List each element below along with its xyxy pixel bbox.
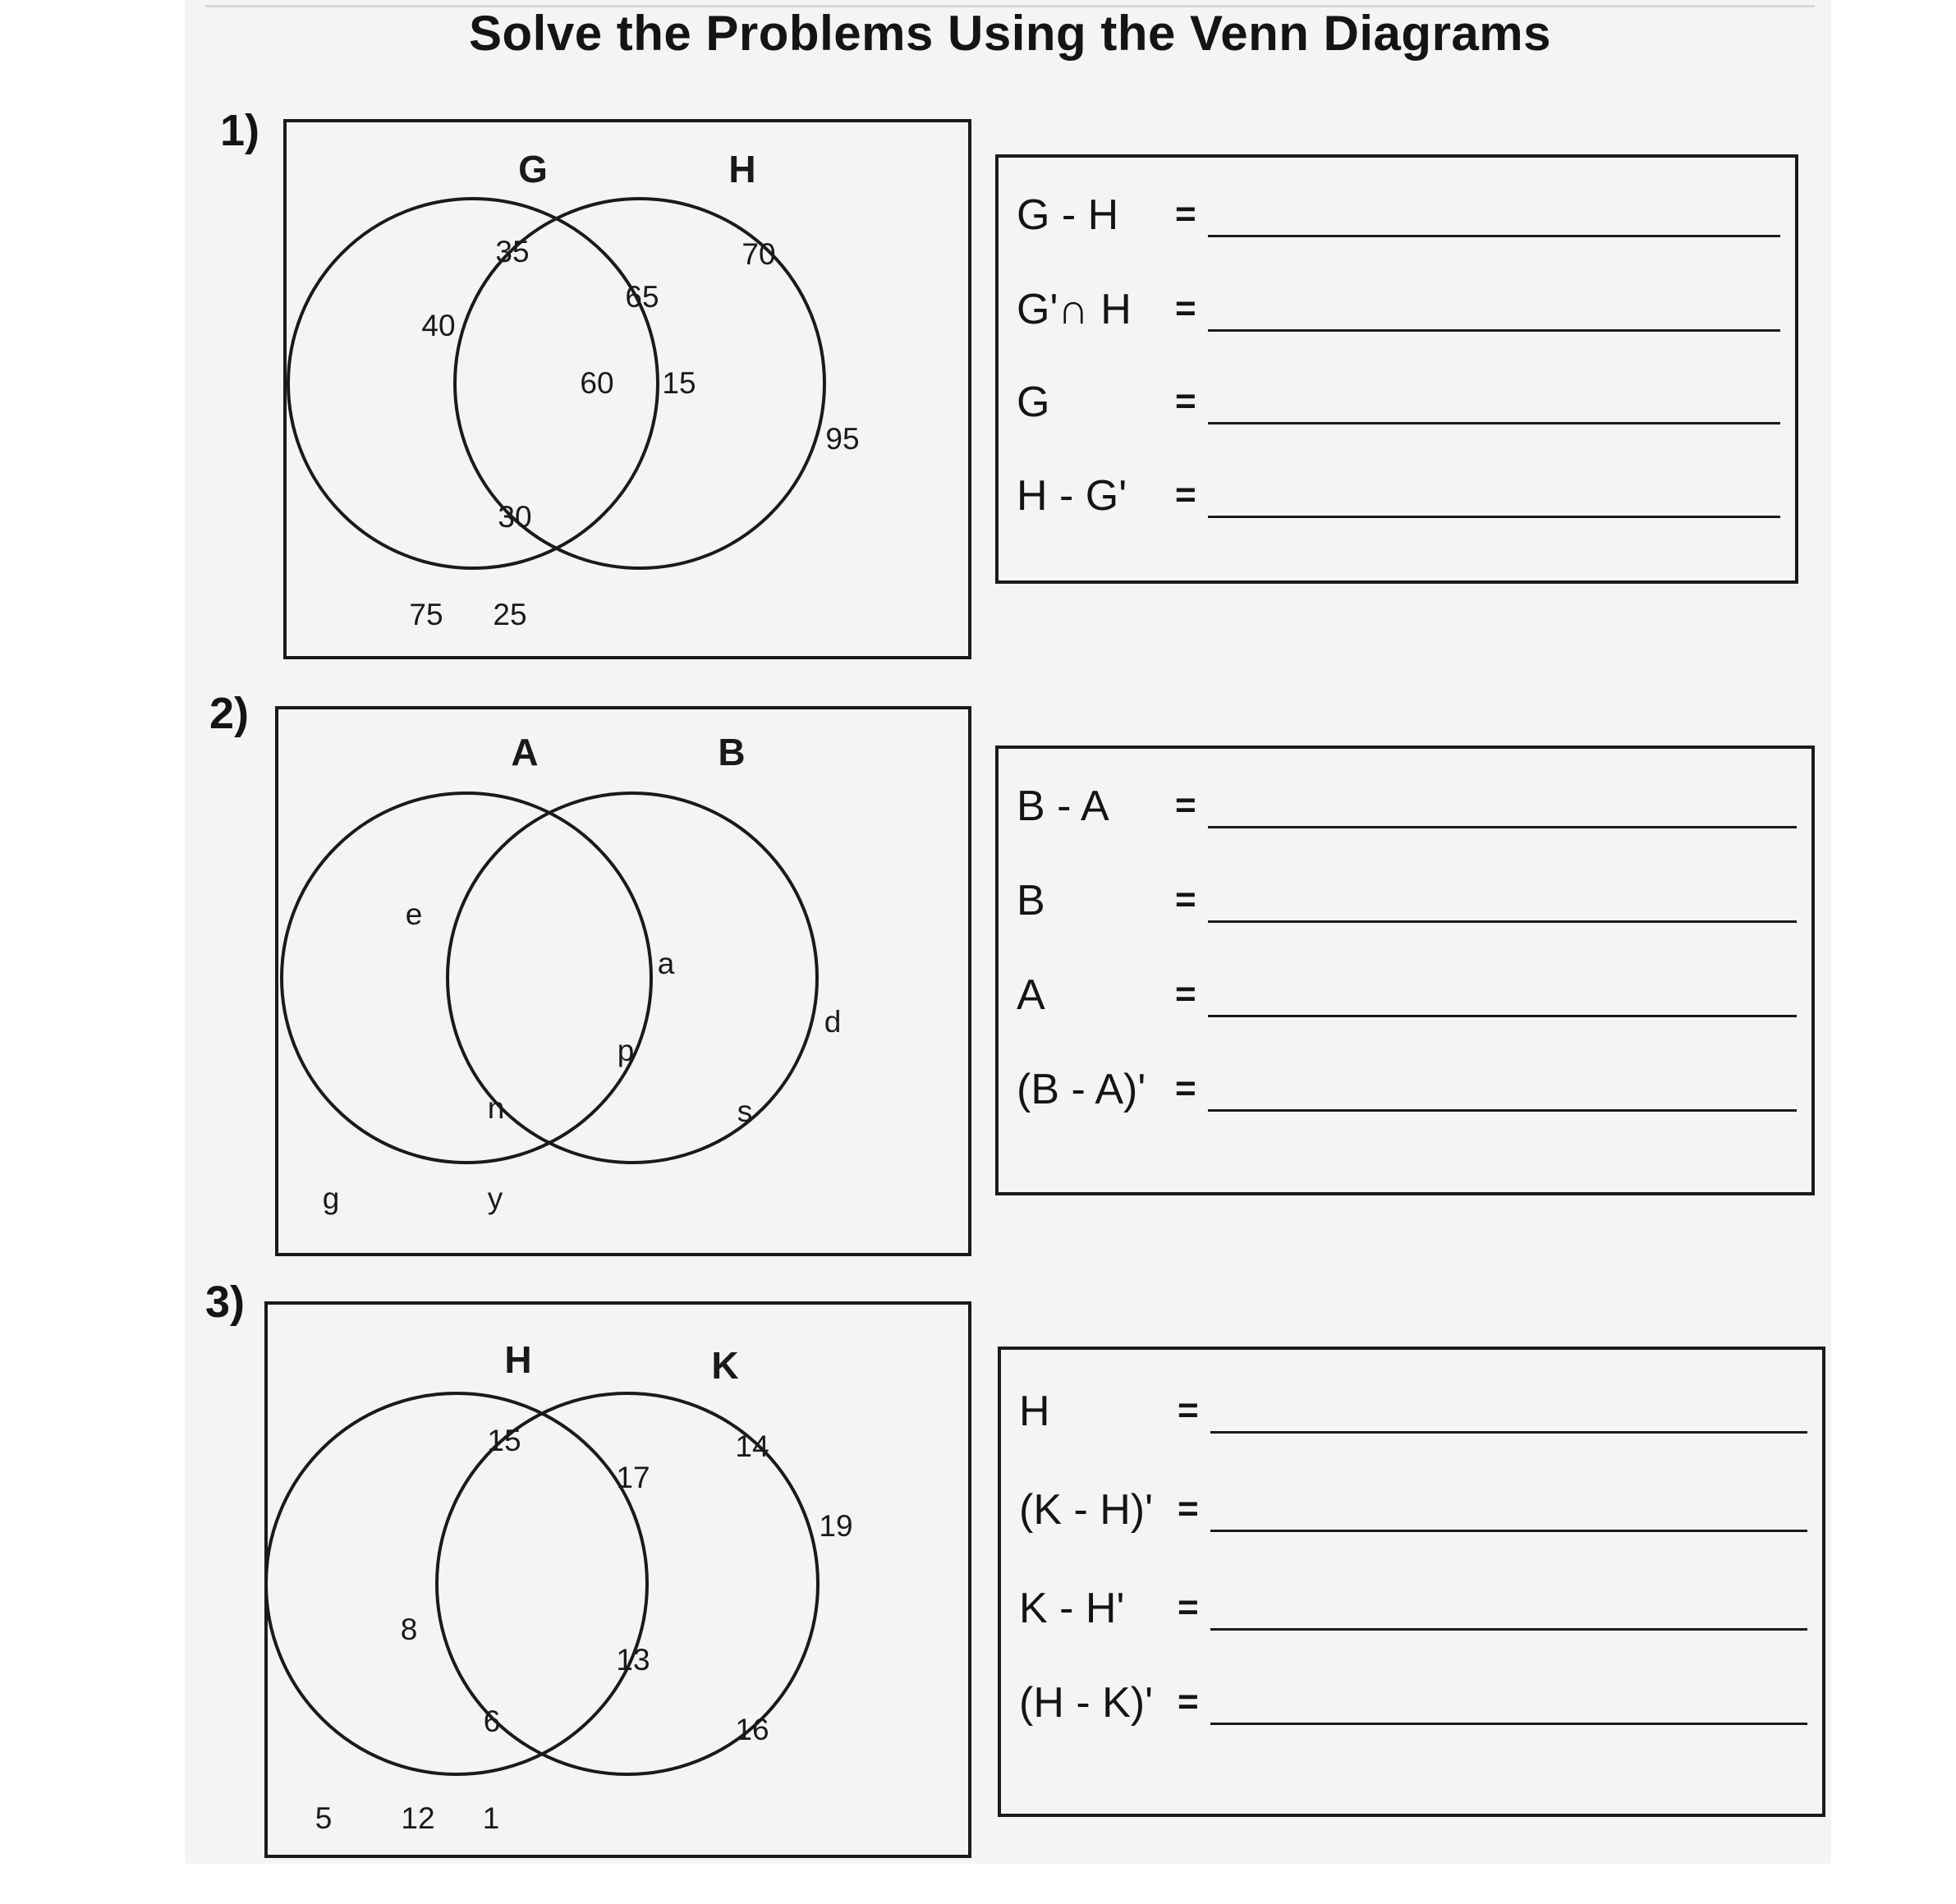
value-outside-5: 5 xyxy=(315,1801,333,1835)
value-outside-12: 12 xyxy=(401,1801,435,1835)
question-expression: G - H xyxy=(1017,191,1119,239)
set-label-g: G xyxy=(518,148,548,190)
equals-sign: = xyxy=(1175,475,1196,515)
answer-blank[interactable] xyxy=(1210,1431,1807,1434)
question-row xyxy=(1001,1485,1822,1551)
problem-2-number: 2) xyxy=(209,689,250,738)
equals-sign: = xyxy=(1178,1390,1199,1430)
equals-sign: = xyxy=(1175,974,1196,1014)
question-row xyxy=(999,1065,1811,1131)
answer-blank[interactable] xyxy=(1208,1109,1797,1112)
set-label-k: K xyxy=(711,1344,739,1387)
answer-blank[interactable] xyxy=(1208,329,1780,332)
answer-blank[interactable] xyxy=(1210,1723,1807,1725)
value-k-19: 19 xyxy=(819,1509,853,1543)
question-row xyxy=(999,378,1795,443)
answer-blank[interactable] xyxy=(1210,1628,1807,1631)
answer-box-2 xyxy=(995,746,1815,1195)
venn-diagram-3 xyxy=(264,1301,971,1858)
value-g-30: 30 xyxy=(498,500,532,534)
value-gh-65: 65 xyxy=(625,280,659,314)
equals-sign: = xyxy=(1175,1068,1196,1108)
value-b-s: s xyxy=(737,1094,753,1128)
value-h-8: 8 xyxy=(400,1613,418,1646)
value-h-95: 95 xyxy=(825,422,860,456)
equals-sign: = xyxy=(1178,1681,1199,1722)
equals-sign: = xyxy=(1178,1587,1199,1627)
value-a-e: e xyxy=(405,897,423,931)
value-h-6: 6 xyxy=(483,1704,501,1738)
question-row xyxy=(999,876,1811,942)
value-outside-y: y xyxy=(487,1181,503,1215)
equals-sign: = xyxy=(1175,381,1196,421)
venn-diagram-2 xyxy=(275,706,971,1256)
value-outside-75: 75 xyxy=(409,598,443,631)
set-label-b: B xyxy=(718,731,746,773)
question-expression: (H - K)' xyxy=(1019,1679,1154,1727)
venn-3-svg xyxy=(268,1305,968,1855)
answer-blank[interactable] xyxy=(1208,516,1780,518)
value-b-d: d xyxy=(824,1005,842,1039)
question-row xyxy=(1001,1678,1822,1744)
value-h-15: 15 xyxy=(487,1424,521,1457)
set-label-a: A xyxy=(511,731,539,773)
answer-blank[interactable] xyxy=(1208,422,1780,424)
circle-h xyxy=(268,1393,647,1774)
question-row xyxy=(1001,1387,1822,1452)
value-outside-1: 1 xyxy=(482,1801,500,1835)
equals-sign: = xyxy=(1175,288,1196,328)
worksheet-title: Solve the Problems Using the Venn Diagrams xyxy=(468,6,1552,61)
value-outside-g: g xyxy=(322,1181,340,1215)
value-h-70: 70 xyxy=(742,237,776,271)
venn-1-svg xyxy=(287,122,968,656)
question-expression: G xyxy=(1017,379,1050,426)
equals-sign: = xyxy=(1175,879,1196,920)
value-gh-15: 15 xyxy=(662,366,696,400)
value-ab-a: a xyxy=(657,947,675,980)
answer-box-1 xyxy=(995,154,1798,584)
page-margin-bottom xyxy=(0,1864,1956,1904)
venn-2-svg xyxy=(278,709,968,1253)
question-row xyxy=(999,471,1795,537)
value-outside-25: 25 xyxy=(493,598,527,631)
value-g-35: 35 xyxy=(495,235,530,268)
question-row xyxy=(999,285,1795,351)
answer-blank[interactable] xyxy=(1210,1530,1807,1532)
question-row xyxy=(999,970,1811,1036)
equals-sign: = xyxy=(1175,785,1196,825)
page-margin-right xyxy=(1831,0,1956,1904)
question-expression: B - A xyxy=(1017,782,1109,830)
question-expression: H xyxy=(1019,1388,1050,1435)
problem-1-number: 1) xyxy=(220,106,260,155)
answer-blank[interactable] xyxy=(1208,235,1780,237)
set-label-h: H xyxy=(728,148,756,190)
equals-sign: = xyxy=(1175,194,1196,234)
question-expression: K - H' xyxy=(1019,1585,1125,1632)
question-expression: A xyxy=(1017,971,1045,1019)
answer-blank[interactable] xyxy=(1208,920,1797,923)
venn-diagram-1 xyxy=(283,119,971,659)
equals-sign: = xyxy=(1178,1489,1199,1529)
value-ab-p: p xyxy=(617,1034,635,1067)
circle-a xyxy=(282,793,651,1163)
problem-3-number: 3) xyxy=(205,1278,246,1327)
question-row xyxy=(1001,1584,1822,1649)
value-k-16: 16 xyxy=(735,1713,769,1746)
value-hk-17: 17 xyxy=(616,1461,650,1494)
question-row xyxy=(999,782,1811,847)
question-expression: (K - H)' xyxy=(1019,1486,1154,1534)
question-expression: (B - A)' xyxy=(1017,1066,1146,1113)
answer-blank[interactable] xyxy=(1208,826,1797,828)
value-k-14: 14 xyxy=(735,1429,769,1463)
value-hk-13: 13 xyxy=(616,1643,650,1677)
answer-blank[interactable] xyxy=(1208,1015,1797,1017)
answer-box-3 xyxy=(998,1347,1825,1817)
page-margin-left xyxy=(0,0,185,1904)
value-gh-60: 60 xyxy=(580,366,614,400)
question-row xyxy=(999,190,1795,256)
question-expression: H - G' xyxy=(1017,472,1127,520)
value-g-40: 40 xyxy=(421,309,456,342)
question-expression: B xyxy=(1017,877,1045,924)
set-label-h: H xyxy=(504,1338,532,1381)
value-a-n: n xyxy=(487,1091,505,1125)
question-expression: G'∩ H xyxy=(1017,286,1132,333)
